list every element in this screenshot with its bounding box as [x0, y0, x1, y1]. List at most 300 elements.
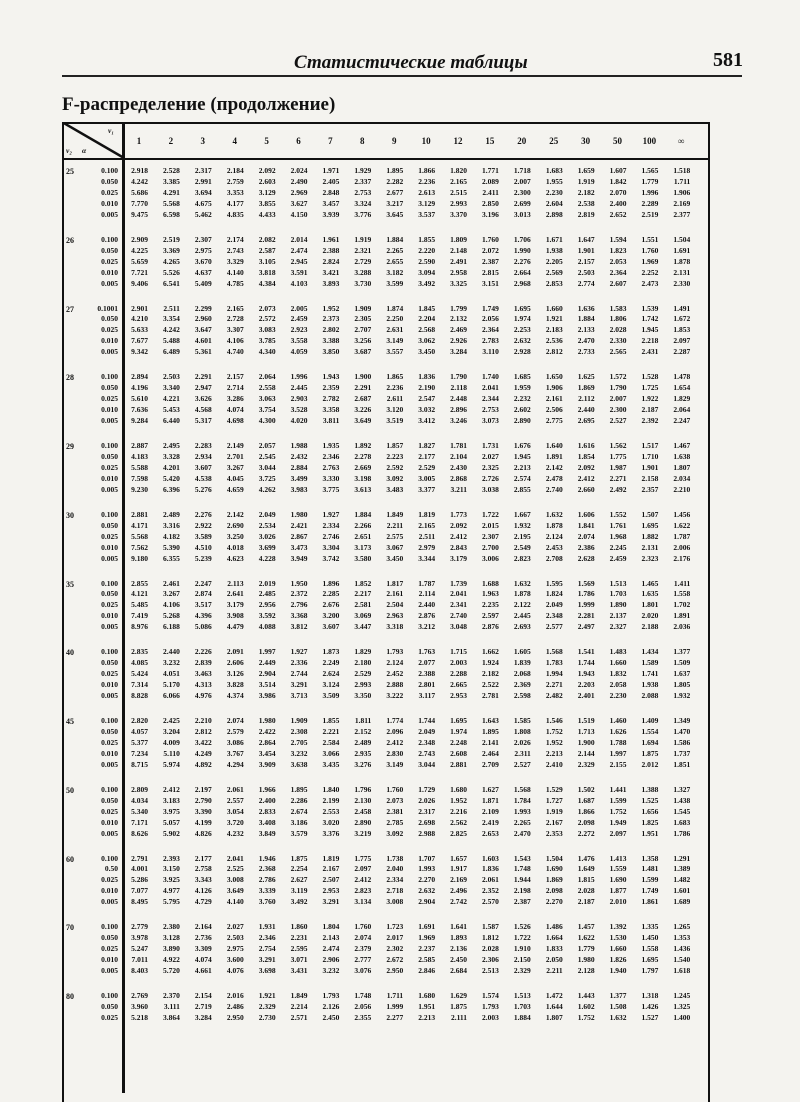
table-cell: 4.076	[226, 966, 244, 976]
section-title: F-распределение (продолжение)	[62, 94, 336, 115]
table-cell: 2.330	[609, 336, 627, 346]
table-cell: 1.974	[513, 314, 531, 324]
table-cell: 4.074	[194, 955, 212, 965]
table-cell: 3.694	[194, 187, 212, 197]
table-cell: 2.791	[131, 853, 148, 863]
table-cell: 2.161	[545, 394, 563, 404]
table-cell: 3.589	[194, 531, 212, 541]
table-cell: 4.698	[226, 416, 244, 426]
table-cell: 2.950	[386, 966, 404, 976]
table-cell: 1.997	[258, 647, 276, 657]
table-cell: 1.723	[386, 922, 404, 932]
table-cell: 3.811	[322, 416, 340, 426]
table-cell: 2.545	[258, 451, 276, 461]
table-cell: 2.812	[194, 726, 212, 736]
table-cell: 2.098	[545, 886, 563, 896]
table-cell: 5.086	[194, 622, 212, 632]
table-cell: 2.874	[194, 589, 212, 599]
table-cell: 1.921	[545, 314, 563, 324]
table-cell: 2.876	[482, 622, 499, 632]
v2-label: 30	[66, 510, 74, 520]
table-cell: 2.730	[258, 1012, 276, 1022]
table-cell: 1.647	[577, 234, 595, 244]
alpha-label: 0.005	[101, 278, 118, 288]
table-cell: 5.659	[131, 256, 148, 266]
table-cell: 1.893	[450, 933, 467, 943]
table-cell: 3.350	[354, 691, 372, 701]
table-cell: 2.945	[290, 256, 308, 266]
table-cell: 2.571	[290, 1012, 308, 1022]
table-cell: 1.632	[609, 1012, 627, 1022]
table-cell: 1.919	[577, 176, 595, 186]
table-cell: 3.286	[226, 394, 244, 404]
table-cell: 2.386	[577, 542, 595, 552]
table-cell: 2.503	[577, 267, 595, 277]
column-header: 25	[549, 136, 559, 146]
table-cell: 1.703	[513, 1001, 531, 1011]
table-cell: 1.513	[513, 991, 531, 1000]
table-cell: 3.599	[386, 278, 404, 288]
table-cell: 3.246	[450, 416, 467, 426]
table-cell: 1.917	[450, 864, 467, 874]
table-cell: 2.759	[226, 176, 244, 186]
table-cell: 3.492	[418, 278, 436, 288]
table-cell: 2.478	[545, 473, 563, 483]
table-cell: 1.465	[641, 578, 659, 588]
alpha-label: 0.005	[101, 484, 118, 494]
table-cell: 2.289	[641, 198, 659, 208]
table-cell: 1.725	[641, 383, 659, 393]
table-cell: 2.490	[290, 176, 308, 186]
header-rule	[62, 75, 742, 77]
table-cell: 2.152	[354, 726, 372, 736]
table-cell: 2.057	[258, 441, 276, 450]
table-cell: 1.931	[258, 922, 276, 932]
table-cell: 3.182	[386, 267, 404, 277]
table-cell: 3.316	[163, 520, 180, 530]
table-cell: 1.994	[545, 669, 563, 679]
table-cell: 2.282	[386, 176, 404, 186]
table-cell: 3.324	[354, 198, 372, 208]
table-cell: 3.742	[322, 553, 340, 563]
table-cell: 2.028	[482, 944, 499, 954]
table-cell: 2.425	[163, 716, 180, 725]
table-cell: 1.805	[673, 680, 691, 690]
table-cell: 7.636	[131, 405, 148, 415]
table-cell: 2.126	[322, 1001, 340, 1011]
table-cell: 1.569	[577, 578, 595, 588]
table-cell: 1.729	[418, 784, 436, 794]
table-cell: 2.449	[258, 658, 276, 668]
table-cell: 2.041	[450, 589, 467, 599]
table-cell: 2.167	[545, 817, 563, 827]
table-cell: 7.677	[131, 336, 148, 346]
table-cell: 3.754	[258, 405, 276, 415]
table-cell: 1.635	[641, 589, 659, 599]
table-cell: 1.377	[609, 991, 627, 1000]
table-cell: 1.595	[545, 578, 563, 588]
alpha-label: 0.050	[101, 1001, 118, 1011]
table-cell: 2.664	[513, 267, 531, 277]
table-cell: 1.602	[577, 1001, 595, 1011]
table-cell: 2.380	[163, 922, 180, 932]
table-cell: 1.779	[641, 176, 659, 186]
table-cell: 2.782	[322, 394, 340, 404]
column-header: 20	[517, 136, 527, 146]
table-cell: 7.721	[131, 267, 148, 277]
table-cell: 3.725	[258, 473, 276, 483]
table-cell: 1.683	[545, 166, 563, 175]
table-cell: 8.828	[131, 691, 148, 701]
table-cell: 1.434	[641, 647, 659, 657]
table-cell: 2.393	[163, 853, 180, 863]
table-cell: 1.441	[609, 784, 627, 794]
table-cell: 2.729	[354, 256, 372, 266]
alpha-label: 0.050	[101, 314, 118, 324]
table-cell: 2.019	[258, 578, 276, 588]
table-cell: 2.855	[513, 484, 531, 494]
table-cell: 1.436	[673, 944, 691, 954]
alpha-label: 0.005	[101, 828, 118, 838]
table-cell: 2.690	[226, 520, 244, 530]
table-cell: 1.901	[577, 245, 595, 255]
table-cell: 2.157	[577, 256, 595, 266]
table-cell: 2.321	[354, 245, 372, 255]
alpha-label: 0.050	[101, 520, 118, 530]
table-cell: 1.327	[673, 784, 691, 794]
table-cell: 1.927	[290, 647, 308, 657]
table-cell: 1.929	[354, 166, 372, 175]
table-cell: 3.909	[258, 759, 276, 769]
running-title: Статистические таблицы	[294, 52, 528, 73]
table-cell: 2.519	[163, 234, 180, 244]
table-cell: 1.568	[545, 647, 563, 657]
table-cell: 3.111	[163, 1001, 180, 1011]
table-cell: 1.627	[482, 784, 499, 794]
table-cell: 3.304	[322, 542, 340, 552]
table-cell: 2.006	[673, 542, 691, 552]
table-cell: 2.950	[226, 1012, 244, 1022]
table-cell: 3.339	[258, 886, 276, 896]
table-cell: 4.106	[226, 336, 244, 346]
table-cell: 2.070	[609, 187, 627, 197]
table-cell: 1.775	[609, 451, 627, 461]
table-cell: 2.097	[609, 828, 627, 838]
table-cell: 1.637	[673, 669, 691, 679]
table-cell: 2.231	[290, 933, 308, 943]
table-cell: 1.389	[673, 864, 691, 874]
table-cell: 5.170	[163, 680, 180, 690]
table-cell: 2.236	[418, 176, 436, 186]
alpha-label: 0.005	[101, 209, 118, 219]
table-cell: 2.182	[577, 187, 595, 197]
table-cell: 1.456	[673, 509, 691, 519]
table-cell: 2.881	[131, 509, 148, 519]
alpha-label: 0.100	[101, 509, 118, 519]
table-cell: 1.952	[450, 795, 467, 805]
table-cell: 2.496	[450, 886, 467, 896]
table-cell: 1.949	[609, 817, 627, 827]
table-cell: 2.728	[226, 314, 244, 324]
table-cell: 2.777	[354, 955, 372, 965]
alpha-label: 0.010	[101, 405, 118, 415]
table-cell: 3.713	[290, 691, 308, 701]
table-cell: 1.891	[673, 611, 691, 621]
table-cell: 3.062	[418, 336, 436, 346]
table-cell: 1.790	[450, 372, 467, 382]
table-cell: 4.242	[163, 325, 180, 335]
table-cell: 2.904	[418, 897, 436, 907]
table-cell: 1.752	[577, 1012, 595, 1022]
table-cell: 1.980	[258, 716, 276, 725]
table-cell: 1.909	[354, 303, 372, 313]
table-cell: 2.903	[290, 394, 308, 404]
table-cell: 3.179	[226, 600, 244, 610]
table-cell: 1.638	[673, 451, 691, 461]
table-cell: 3.385	[163, 176, 180, 186]
table-cell: 1.996	[290, 372, 308, 382]
table-cell: 2.198	[513, 886, 531, 896]
table-cell: 4.637	[194, 267, 212, 277]
alpha-label: 0.050	[101, 451, 118, 461]
table-cell: 2.205	[545, 256, 563, 266]
table-cell: 2.968	[513, 278, 531, 288]
table-cell: 2.325	[482, 462, 499, 472]
table-cell: 1.819	[418, 509, 436, 519]
table-cell: 2.286	[290, 795, 308, 805]
table-cell: 2.421	[290, 520, 308, 530]
table-cell: 1.892	[354, 441, 372, 450]
table-cell: 1.687	[577, 795, 595, 805]
table-cell: 2.843	[450, 542, 467, 552]
table-cell: 3.066	[322, 748, 340, 758]
table-cell: 9.230	[131, 484, 148, 494]
table-cell: 3.591	[290, 267, 308, 277]
table-cell: 4.057	[131, 726, 148, 736]
v2-label: 29	[66, 442, 74, 451]
table-cell: 2.165	[450, 176, 467, 186]
table-cell: 3.473	[290, 542, 308, 552]
table-cell: 1.318	[641, 991, 659, 1000]
table-cell: 3.256	[354, 336, 372, 346]
alpha-label: 0.050	[101, 176, 118, 186]
table-cell: 3.067	[386, 542, 404, 552]
table-cell: 3.173	[354, 542, 372, 552]
table-cell: 1.884	[386, 234, 404, 244]
table-cell: 1.999	[386, 1001, 404, 1011]
table-cell: 3.537	[418, 209, 436, 219]
table-cell: 2.513	[482, 966, 499, 976]
table-cell: 4.300	[258, 416, 276, 426]
v2-label: 25	[66, 167, 74, 176]
table-cell: 2.904	[258, 669, 276, 679]
table-cell: 1.739	[450, 578, 467, 588]
table-cell: 3.226	[354, 405, 372, 415]
column-header: 5	[264, 136, 269, 146]
table-cell: 3.828	[226, 680, 244, 690]
table-cell: 2.003	[482, 1012, 499, 1022]
table-cell: 2.676	[322, 600, 340, 610]
table-cell: 3.026	[258, 531, 276, 541]
alpha-label: 0.050	[101, 795, 118, 805]
table-cell: 2.901	[131, 303, 148, 313]
table-cell: 1.660	[609, 658, 627, 668]
table-cell: 1.740	[482, 372, 499, 382]
table-cell: 3.343	[194, 875, 212, 885]
table-cell: 3.183	[163, 795, 180, 805]
table-cell: 4.171	[131, 520, 148, 530]
alpha-label: 0.025	[101, 1012, 118, 1022]
table-cell: 4.249	[194, 748, 212, 758]
table-cell: 2.474	[322, 944, 340, 954]
table-cell: 2.144	[577, 748, 595, 758]
table-cell: 2.701	[226, 451, 244, 461]
table-cell: 2.525	[226, 864, 244, 874]
table-cell: 1.952	[545, 737, 563, 747]
table-cell: 3.276	[354, 759, 372, 769]
alpha-label: 0.010	[101, 267, 118, 277]
column-header: 1	[136, 136, 142, 146]
table-cell: 2.503	[163, 372, 180, 382]
table-cell: 1.689	[673, 897, 691, 907]
table-cell: 2.598	[513, 691, 531, 701]
table-cell: 1.760	[482, 234, 499, 244]
table-cell: 1.643	[482, 716, 499, 725]
column-header: 12	[453, 136, 463, 146]
table-cell: 1.482	[673, 875, 691, 885]
table-cell: 1.335	[641, 922, 659, 932]
table-cell: 1.749	[482, 303, 499, 313]
table-cell: 1.815	[577, 875, 595, 885]
table-cell: 3.450	[386, 553, 404, 563]
table-cell: 3.222	[386, 691, 404, 701]
table-cell: 2.624	[322, 669, 340, 679]
table-cell: 2.098	[577, 817, 595, 827]
table-cell: 1.980	[290, 509, 308, 519]
table-cell: 3.557	[386, 347, 404, 357]
table-cell: 1.763	[418, 647, 436, 657]
table-cell: 2.373	[322, 314, 340, 324]
table-cell: 1.849	[386, 509, 404, 519]
table-cell: 9.475	[131, 209, 148, 219]
alpha-label: 0.050	[101, 589, 118, 599]
table-cell: 2.562	[450, 817, 467, 827]
table-cell: 2.141	[482, 737, 499, 747]
table-cell: 1.869	[577, 383, 595, 393]
table-cell: 2.890	[354, 817, 372, 827]
table-cell: 2.969	[290, 187, 308, 197]
alpha-label: 0.100	[101, 784, 118, 794]
table-cell: 2.743	[226, 245, 244, 255]
table-cell: 2.853	[545, 278, 563, 288]
table-cell: 2.133	[577, 325, 595, 335]
table-cell: 1.833	[545, 944, 563, 954]
table-cell: 2.223	[386, 451, 404, 461]
table-cell: 2.387	[482, 256, 499, 266]
table-cell: 3.179	[450, 553, 467, 563]
table-cell: 3.006	[482, 553, 499, 563]
table-cell: 1.752	[609, 806, 627, 816]
table-cell: 1.857	[386, 441, 404, 450]
table-cell: 1.841	[577, 520, 595, 530]
table-cell: 3.307	[226, 325, 244, 335]
table-cell: 3.649	[354, 416, 372, 426]
table-cell: 3.960	[131, 1001, 148, 1011]
table-cell: 1.587	[482, 922, 499, 932]
table-cell: 3.309	[194, 944, 212, 954]
table-cell: 5.057	[163, 817, 180, 827]
table-cell: 4.384	[258, 278, 276, 288]
table-cell: 2.131	[673, 267, 691, 277]
table-cell: 4.340	[258, 347, 276, 357]
table-cell: 2.519	[641, 209, 659, 219]
table-cell: 1.450	[641, 933, 659, 943]
table-cell: 1.797	[641, 966, 659, 976]
table-cell: 2.718	[386, 886, 404, 896]
table-cell: 2.887	[131, 441, 148, 450]
table-cell: 1.999	[577, 600, 595, 610]
table-cell: 1.662	[482, 647, 499, 657]
table-cell: 1.711	[673, 176, 691, 186]
table-cell: 2.041	[482, 383, 499, 393]
table-cell: 1.921	[258, 991, 276, 1000]
table-cell: 1.594	[609, 234, 627, 244]
table-cell: 2.953	[322, 886, 340, 896]
table-cell: 2.492	[609, 484, 627, 494]
table-cell: 2.247	[673, 416, 691, 426]
alpha-label: 0.005	[101, 759, 118, 769]
table-cell: 2.216	[450, 806, 467, 816]
table-cell: 3.151	[482, 278, 499, 288]
table-cell: 3.370	[450, 209, 467, 219]
table-cell: 2.419	[482, 817, 499, 827]
table-cell: 2.161	[386, 589, 404, 599]
table-cell: 1.411	[673, 578, 691, 588]
table-cell: 2.809	[131, 784, 148, 794]
table-cell: 2.565	[609, 347, 627, 357]
table-cell: 1.993	[513, 806, 531, 816]
table-cell: 1.603	[482, 853, 499, 863]
alpha-label: 0.010	[101, 817, 118, 827]
table-cell: 2.412	[577, 473, 595, 483]
table-cell: 1.626	[609, 726, 627, 736]
table-cell: 2.056	[354, 1001, 372, 1011]
table-cell: 1.632	[545, 509, 563, 519]
table-cell: 2.271	[545, 680, 563, 690]
alpha-label: 0.100	[101, 578, 118, 588]
column-header: ∞	[678, 136, 685, 146]
table-cell: 1.761	[609, 520, 627, 530]
table-cell: 4.088	[258, 622, 276, 632]
table-cell: 1.599	[641, 875, 659, 885]
table-cell: 2.061	[226, 784, 244, 794]
v2-label: 45	[66, 717, 74, 726]
table-cell: 2.235	[482, 600, 499, 610]
table-cell: 2.935	[354, 748, 372, 758]
table-cell: 1.718	[513, 166, 531, 175]
table-cell: 1.711	[386, 991, 404, 1000]
table-cell: 2.142	[226, 509, 244, 519]
table-cell: 2.802	[322, 325, 340, 335]
table-cell: 3.325	[450, 278, 467, 288]
table-cell: 2.165	[418, 520, 436, 530]
table-cell: 3.219	[354, 828, 372, 838]
table-cell: 1.891	[545, 451, 563, 461]
table-cell: 2.213	[418, 1012, 436, 1022]
table-cell: 1.935	[322, 441, 340, 450]
table-cell: 1.671	[545, 234, 563, 244]
table-cell: 2.124	[386, 658, 404, 668]
